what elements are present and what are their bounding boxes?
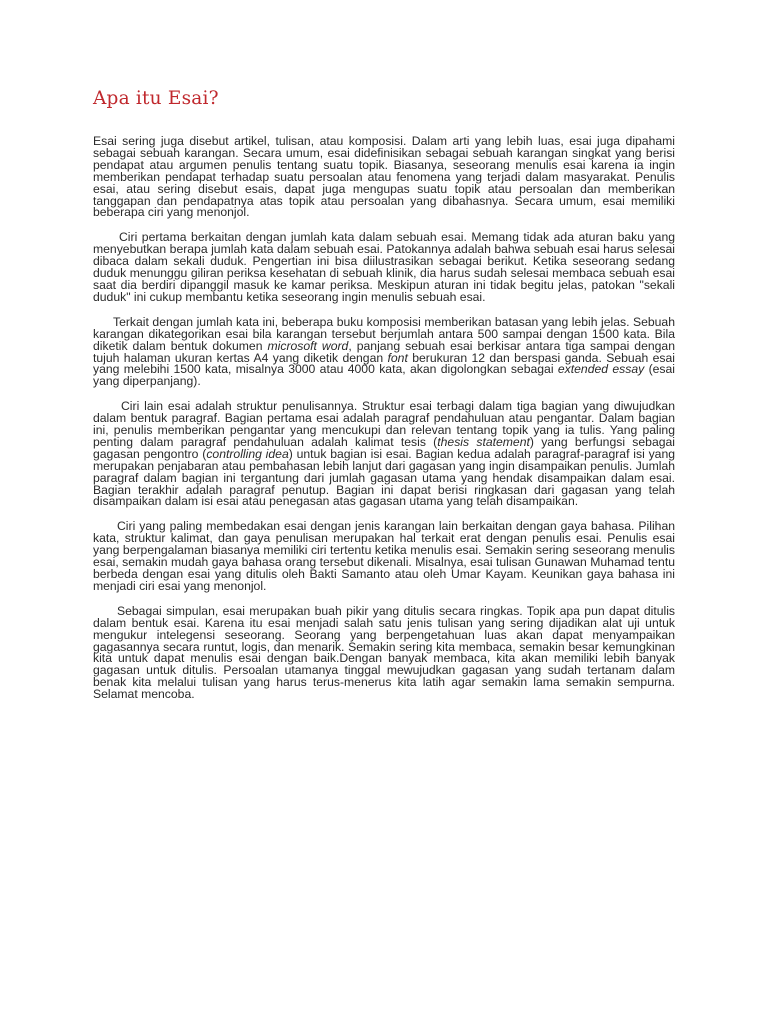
paragraph-text: berukuran 12 dan berspasi ganda. Sebuah esai yang melebihi 1500 kata, misalnya 3000 atau 4000 kata, akan digolongkan sebagai xyxy=(93,350,675,377)
paragraph-text: Esai sering juga disebut artikel, tulisan, atau komposisi. Dalam arti yang lebih luas, esai juga dipahami sebagai sebuah karangan. Secara umum, esai didefinisikan sebagai sebuah karangan singkat yang berisi pendapat atau argumen penulis tentang suatu topik. Biasanya, seseorang menulis esai karena ia ingin memberikan pendapat terhadap suatu persoalan atau fenomena yang terjadi dalam masyarakat. Penulis esai, atau sering disebut esais, dapat juga mengupas suatu topik atau persoalan dan memberikan tanggapan dan pendapatnya atas topik atau persoalan yang dibahasnya. Secara umum, esai memiliki beberapa ciri yang menonjol. xyxy=(93,134,675,220)
italic-term: microsoft word xyxy=(267,338,349,353)
italic-term: font xyxy=(387,350,408,365)
paragraph-intro xyxy=(93,136,675,219)
paragraph-text: (esai yang diperpanjang). xyxy=(93,362,676,389)
document-page xyxy=(93,88,675,714)
paragraph-text: , panjang sebuah esai berkisar antara tiga sampai dengan tujuh halaman ukuran kertas A4 yang diketik dengan xyxy=(93,338,675,365)
paragraph-text: ) yang berfungsi sebagai gagasan pengontro ( xyxy=(93,434,675,461)
paragraph-structure xyxy=(93,401,675,508)
paragraph-length-limits xyxy=(93,314,676,389)
document-title: Apa itu Esai? xyxy=(93,88,219,109)
italic-term: controlling idea xyxy=(206,446,289,461)
paragraph-text: Ciri yang paling membedakan esai dengan jenis karangan lain berkaitan dengan gaya bahasa. Pilihan kata, struktur kalimat, dan gaya penulisan merupakan hal terkait erat dengan penulis esai. Penulis esai yang berpengalaman biasanya memiliki ciri tertentu ketika menulis esai. Semakin sering seseorang menulis esai, semakin mudah gaya bahasa orang tersebut dikenali. Misalnya, esai tulisan Gunawan Muhamad tentu berbeda dengan esai yang ditulis oleh Bakti Samanto atau oleh Umar Kayam. Keunikan gaya bahasa ini menjadi ciri esai yang menonjol. xyxy=(93,519,675,593)
paragraph-word-count xyxy=(93,232,675,303)
paragraph-text: Sebagai simpulan, esai merupakan buah pikir yang ditulis secara ringkas. Topik apa pun dapat ditulis dalam bentuk esai. Karena itu esai menjadi salah satu jenis tulisan yang sering dijadikan alat uji untuk mengukur intelegensi seseorang. Seorang yang berpengetahuan luas akan dapat menyampaikan gagasannya secara runtut, logis, dan menarik. Semakin sering kita membaca, semakin besar kemungkinan kita untuk dapat menulis esai dengan baik.Dengan banyak membaca, kita akan memiliki lebih banyak gagasan untuk ditulis. Persoalan utamanya tinggal mewujudkan gagasan yang sudah tertanam dalam benak kita melalui tulisan yang harus terus-menerus kita latih agar semakin lama semakin sempurna. Selamat mencoba. xyxy=(93,603,675,702)
paragraph-text: Ciri lain esai adalah struktur penulisannya. Struktur esai terbagi dalam tiga bagian yang diwujudkan dalam bentuk paragraf. Bagian pertama esai adalah paragraf pendahuluan atau pengantar. Dalam bagian ini, penulis memberikan pengantar yang mencukupi dan relevan tentang topik yang ia tulis. Yang paling penting dalam paragraf pendahuluan adalah kalimat tesis ( xyxy=(93,399,675,449)
paragraph-conclusion xyxy=(93,603,675,702)
paragraph-text: ) untuk bagian isi esai. Bagian kedua adalah paragraf-paragraf isi yang merupakan penjabaran atau pembahasan lebih lanjut dari gagasan yang ingin disampaikan penulis. Jumlah paragraf dalam bagian ini tergantung dari jumlah gagasan utama yang hendak disampaikan dalam esai. Bagian terakhir adalah paragraf penutup. Bagian ini dapat berisi ringkasan dari gagasan yang telah disampaikan dalam isi esai atau penegasan atas gagasan utama yang telah disampaikan. xyxy=(93,446,676,509)
italic-term: extended essay xyxy=(557,362,645,377)
paragraph-text: Ciri pertama berkaitan dengan jumlah kata dalam sebuah esai. Memang tidak ada aturan baku yang menyebutkan berapa jumlah kata dalam sebuah esai. Patokannya adalah bahwa sebuah esai harus selesai dibaca dalam sekali duduk. Pengertian ini bisa diilustrasikan sebagai berikut. Ketika seseorang sedang duduk menunggu giliran periksa kesehatan di sebuah klinik, dia harus sudah selesai membaca sebuah esai saat dia berdiri dipanggil masuk ke kamar periksa. Meskipun aturan ini tidak begitu jelas, patokan "sekali duduk" ini cukup membantu ketika seseorang ingin menulis sebuah esai. xyxy=(93,230,675,304)
paragraph-style xyxy=(93,521,675,592)
italic-term: thesis statement xyxy=(437,434,530,449)
paragraph-text: Terkait dengan jumlah kata ini, beberapa buku komposisi memberikan batasan yang lebih jelas. Sebuah karangan dikategorikan esai bila karangan tersebut berjumlah antara 500 sampai dengan 1500 kata. Bila diketik dalam bentuk dokumen xyxy=(93,314,675,353)
